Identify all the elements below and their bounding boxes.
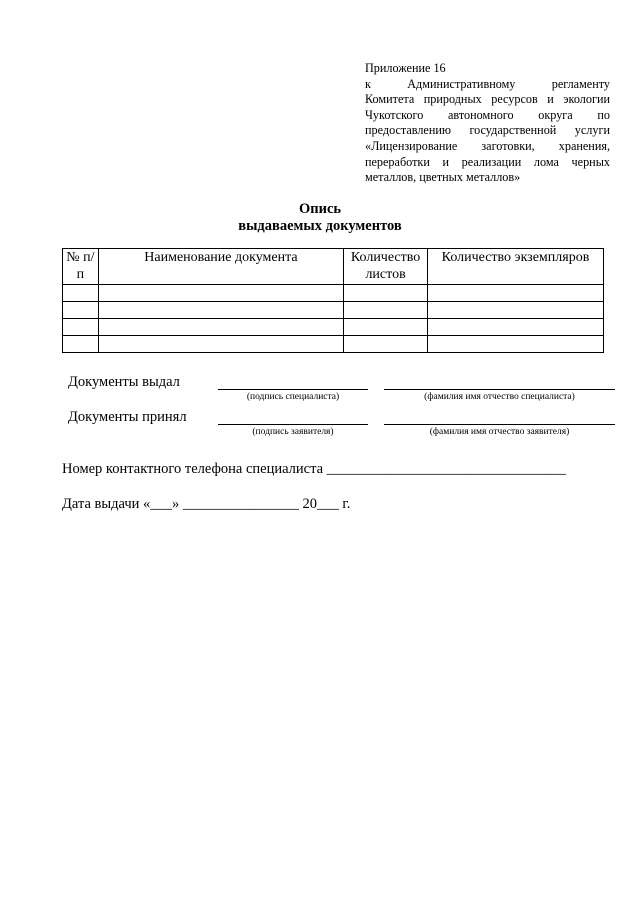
table-row	[63, 285, 604, 302]
table-cell[interactable]	[63, 319, 99, 336]
appendix-line-4: Чукотского автономного округа по	[365, 107, 610, 122]
issued-name-line[interactable]	[384, 389, 615, 390]
table-cell[interactable]	[344, 285, 428, 302]
table-cell[interactable]	[63, 302, 99, 319]
table-cell[interactable]	[344, 302, 428, 319]
table-cell[interactable]	[98, 302, 343, 319]
received-name-line[interactable]	[384, 424, 615, 425]
received-signature-caption: (подпись заявителя)	[252, 427, 334, 437]
header-sheet-count: Количество листов	[344, 249, 428, 285]
table-cell[interactable]	[344, 336, 428, 353]
document-title: Опись	[298, 201, 342, 217]
issue-date-line[interactable]: Дата выдачи «___» ________________ 20___ г.	[62, 496, 351, 512]
appendix-line-7: переработки и реализации лома черных	[365, 154, 610, 169]
table-cell[interactable]	[98, 319, 343, 336]
issued-signature-caption: (подпись специалиста)	[246, 392, 340, 402]
table-cell[interactable]	[63, 336, 99, 353]
header-doc-name: Наименование документа	[98, 249, 343, 285]
received-label: Документы принял	[68, 409, 187, 425]
appendix-block	[365, 61, 610, 186]
appendix-line-2: к Административному регламенту	[365, 76, 610, 91]
table-cell[interactable]	[428, 336, 604, 353]
header-copy-count: Количество экземпляров	[428, 249, 604, 285]
table-row	[63, 319, 604, 336]
table-cell[interactable]	[98, 336, 343, 353]
table-cell[interactable]	[63, 285, 99, 302]
table-cell[interactable]	[428, 319, 604, 336]
appendix-line-3: Комитета природных ресурсов и экологии	[365, 92, 610, 107]
issued-signature-line[interactable]	[218, 389, 368, 390]
table-cell[interactable]	[428, 285, 604, 302]
documents-table	[62, 248, 604, 353]
received-signature-line[interactable]	[218, 424, 368, 425]
table-row	[63, 302, 604, 319]
appendix-line-5: предоставлению государственной услуги	[365, 123, 610, 138]
header-number: № п/п	[63, 249, 99, 285]
appendix-line-8: металлов, цветных металлов»	[365, 170, 521, 185]
issued-label: Документы выдал	[68, 374, 180, 390]
issued-name-caption: (фамилия имя отчество специалиста)	[424, 392, 575, 402]
table-cell[interactable]	[98, 285, 343, 302]
table-row	[63, 336, 604, 353]
appendix-line-6: «Лицензирование заготовки, хранения,	[365, 138, 610, 153]
table-cell[interactable]	[344, 319, 428, 336]
appendix-line-1: Приложение 16	[365, 61, 446, 75]
received-name-caption: (фамилия имя отчество заявителя)	[429, 427, 570, 437]
table-header-row	[63, 249, 604, 285]
table-cell[interactable]	[428, 302, 604, 319]
document-subtitle: выдаваемых документов	[238, 218, 402, 234]
contact-phone-line[interactable]: Номер контактного телефона специалиста _________________________________	[62, 461, 566, 477]
